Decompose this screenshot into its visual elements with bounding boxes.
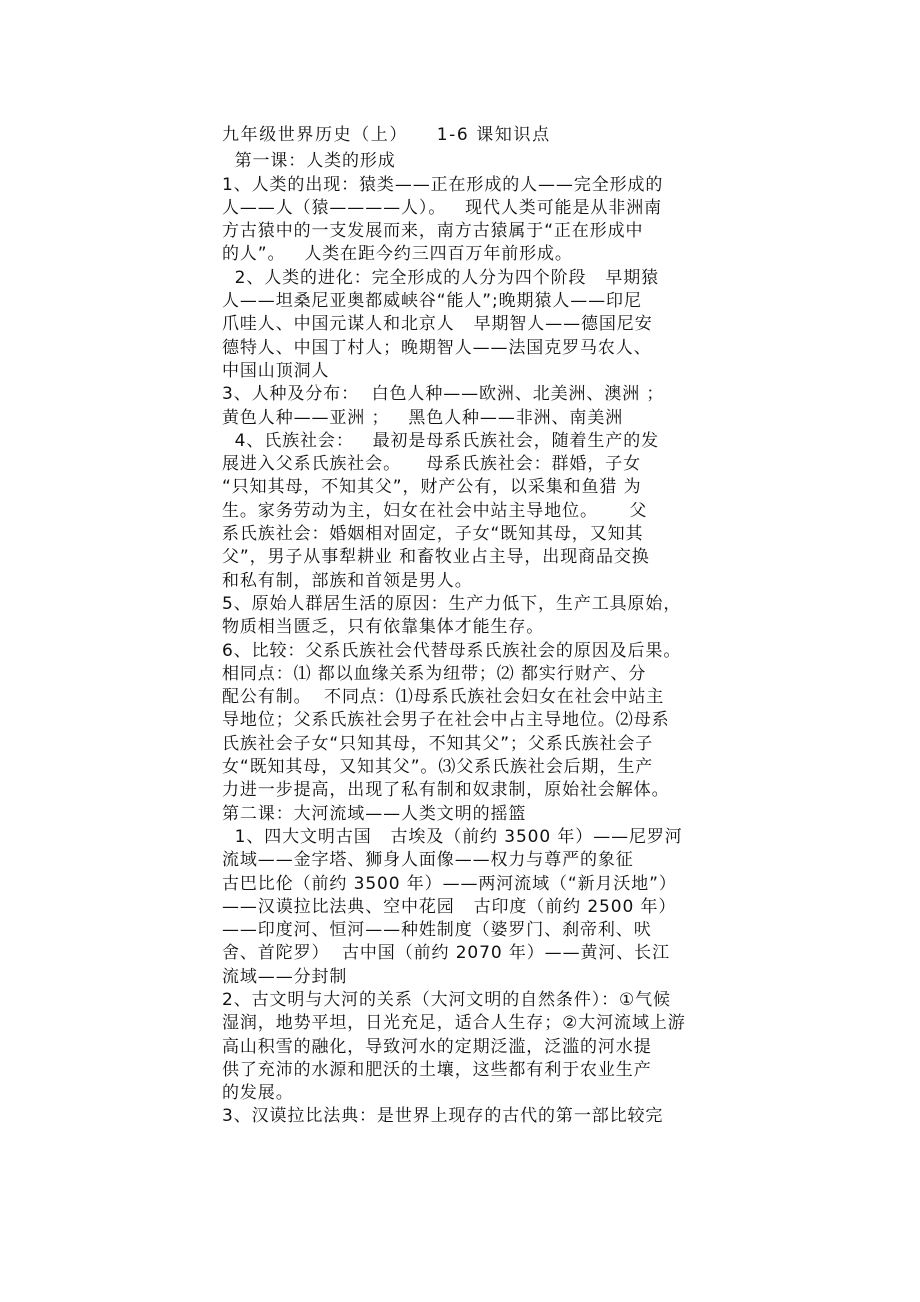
text-line: 1、人类的出现：猿类——正在形成的人——完全形成的 [222,174,664,195]
text-line: 第二课：大河流域——人类文明的摇篮 [222,803,527,824]
text-line: 方古猿中的一支发展而来，南方古猿属于“正在形成中 [222,221,644,242]
text-line: 流域——金字塔、狮身人面像——权力与尊严的象征 [222,850,634,871]
text-line: 生。家务劳动为主，妇女在社会中站主导地位。 父 [222,500,648,521]
text-line: 人——人（猿————人）。 现代人类可能是从非洲南 [222,197,663,218]
text-line: 古巴比伦（前约 3500 年）——两河流域（“新月沃地”） [222,873,677,894]
text-line: 爪哇人、中国元谋人和北京人 早期智人——德国尼安 [222,314,653,335]
text-line: 3、汉谟拉比法典：是世界上现存的古代的第一部比较完 [222,1106,664,1127]
text-line: 系氏族社会：婚姻相对固定，子女“既知其母，又知其 [222,524,644,545]
text-line: 力进一步提高，出现了私有制和奴隶制，原始社会解体。 [222,780,670,801]
text-line: 相同点：⑴ 都以血缘关系为纽带；⑵ 都实行财产、分 [222,663,647,684]
document-page [222,124,782,1129]
text-line: 人——坦桑尼亚奥都威峡谷“能人”;晚期猿人——印尼 [222,291,642,312]
text-line: 3、人种及分布： 白色人种——欧洲、北美洲、澳洲 ； [222,384,665,405]
text-line: 物质相当匮乏，只有依靠集体才能生存。 [222,617,545,638]
text-line: 舍、首陀罗） 古中国（前约 2070 年）——黄河、长江 [222,943,670,964]
text-line: ——印度河、恒河——种姓制度（婆罗门、刹帝利、吠 [222,920,652,941]
text-line: 第一课：人类的形成 [222,151,396,172]
text-line: 配公有制。 不同点：⑴母系氏族社会妇女在社会中站主 [222,687,665,708]
text-line: “只知其母，不知其父”，财产公有，以采集和鱼猎 为 [222,477,642,498]
text-line: 的人”。 人类在距今约三四百万年前形成。 [222,244,573,265]
document-title: 九年级世界历史（上） 1-6 课知识点 [222,125,551,145]
text-line: 德特人、中国丁村人；晚期智人——法国克罗马农人、 [222,337,652,358]
text-line: 展进入父系氏族社会。 母系氏族社会：群婚，子女 [222,454,642,475]
text-line: 5、原始人群居生活的原因：生产力低下，生产工具原始， [222,593,682,614]
text-line: 1、四大文明古国 古埃及（前约 3500 年）——尼罗河 [222,826,683,847]
text-line: 中国山顶洞人 [222,360,330,381]
document-body [222,150,782,1128]
text-line: 湿润，地势平坦，日光充足，适合人生存；②大河流域上游 [222,1013,686,1034]
text-line: 供了充沛的水源和肥沃的土壤，这些都有利于农业生产 [222,1059,652,1080]
text-line: ——汉谟拉比法典、空中花园 古印度（前约 2500 年） [222,896,677,917]
text-line: 的发展。 [222,1083,294,1104]
text-line: 女“既知其母，又知其父”。⑶父系氏族社会后期，生产 [222,757,654,778]
text-line: 4、氏族社会： 最初是母系氏族社会，随着生产的发 [222,430,660,451]
text-line: 父”，男子从事犁耕业 和畜牧业占主导，出现商品交换 [222,547,650,568]
text-line: 黄色人种——亚洲 ； 黑色人种——非洲、南美洲 [222,407,624,428]
text-line: 流域——分封制 [222,966,348,987]
text-line: 2、古文明与大河的关系（大河文明的自然条件）：①气候 [222,989,671,1010]
text-line: 氏族社会子女“只知其母，不知其父”；父系氏族社会子 [222,733,654,754]
text-line: 6、比较：父系氏族社会代替母系氏族社会的原因及后果。 [222,640,682,661]
text-line: 高山积雪的融化，导致河水的定期泛滥，泛滥的河水提 [222,1036,652,1057]
text-line: 导地位；父系氏族社会男子在社会中占主导地位。⑵母系 [222,710,670,731]
text-line: 和私有制，部族和首领是男人。 [222,570,473,591]
text-line: 2、人类的进化：完全形成的人分为四个阶段 早期猿 [222,267,660,288]
